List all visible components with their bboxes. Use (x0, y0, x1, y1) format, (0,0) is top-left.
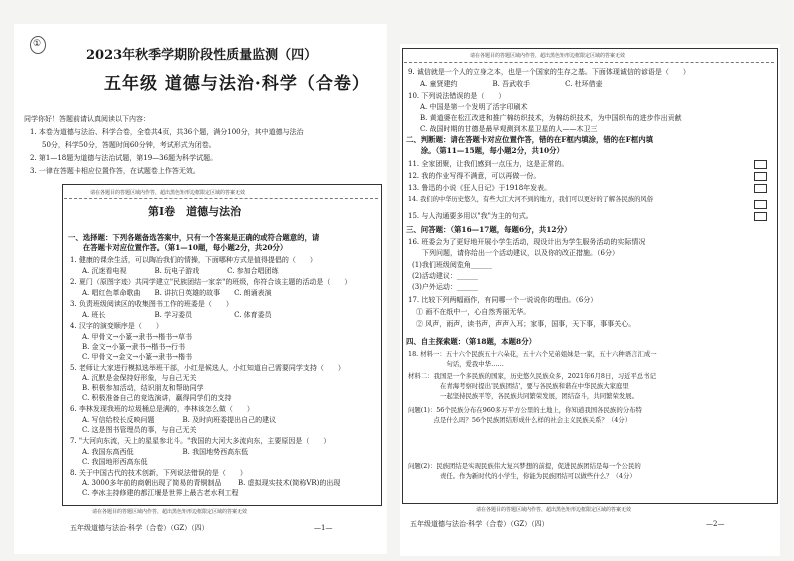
section-heading: 四、自主探索题：（第18题，本题8分） (406, 337, 536, 346)
question-line: 7. "大河向东流，天上的星星参北斗。"我国的大河大多流向东，主要原因是（ ） (70, 437, 331, 445)
question-line: 6. 李林发现我班的垃圾桶总是满的，李林该怎么做（ ） (70, 405, 254, 413)
section-heading: 在答题卡对应位置作答。（第1—10题，每小题2分，共20分） (68, 243, 288, 252)
section-heading: 涂。（第11—15题，每小题2分，共10分） (406, 146, 564, 155)
answer-box (754, 212, 767, 221)
exam-title: 2023年秋季学期阶段性质量监测（四） (86, 48, 318, 63)
footer-title: 五年级道德与法治·科学（合卷）（GZ）（四） (70, 524, 209, 532)
question-line: 下列问题，请你给出一个活动建议，以及你的改正措施。（6分） (408, 249, 619, 257)
question-line: A. 我国东高西低 B. 我国地势西高东低 (82, 448, 249, 456)
part-title: 第Ⅰ卷 道德与法治 (148, 205, 242, 218)
question-line: 16. 班委会为了更好地开展小学生活动，现设计出为学生服务活动的实际情况 (408, 238, 646, 246)
footer-title: 五年级道德与法治·科学（合卷）（GZ）（四） (410, 520, 549, 528)
question-line: 问题(1)：56个民族分布在960多万平方公里的土地上，你知道我国各民族的分布特 (408, 406, 642, 414)
question-line: A. 沉迷看电视 B. 玩电子游戏 C. 参加合唱团练 (82, 267, 279, 275)
section-heading: 一、选择题：下列各题备选答案中，只有一个答案是正确的或符合题意的，请 (68, 233, 320, 242)
question-line: A. 童贤建约 B. 吾武收手 C. 杜环借壶 (420, 80, 603, 88)
question-line: 4. 汉字的演变顺序是（ ） (70, 322, 163, 330)
question-line: 问题(2)：民族团结是实现民族伟大复兴梦想的前提，促进民族团结是每一个公民的 (408, 462, 641, 470)
question-line: 一起坚持民族平等，各民族共同繁荣发展，团结奋斗，共同繁荣发展。 (408, 392, 639, 400)
question-line: ① 画不在纸中一，心自然秀丽无华。 (416, 308, 531, 316)
question-line: 3. 负责班级阅读区的收集图书工作的班委是（ ） (70, 300, 233, 308)
question-line: C. 甲骨文→金文→小篆→隶书→楷书 (82, 353, 193, 361)
frame-banner: 请在各题目的答题区域内作答，超出黑色矩形边框限定区域的答案无效 (90, 190, 246, 196)
page-mark (30, 36, 46, 54)
question-line: 2. 夏门（原图字迹）共同学建立"民族团结一家亲"的班级，你符合该主题的活动是（ ） (70, 278, 352, 286)
notice-line: 2. 第1—18题为道德与法治试题，第19—36题为科学试题。 (30, 154, 218, 162)
question-line: (2)活动建议：______ (412, 272, 478, 280)
question-line: (3)户外运动：______ (412, 283, 478, 291)
notice-line: 同学你好！答题前请认真阅读以下内容： (24, 115, 150, 123)
question-line: B. 虚拟现实技术(简称VR)的出现 (238, 479, 341, 487)
question-line: 12. 我的作业写得不满意，可以再做一份。 (408, 172, 541, 180)
question-line: 在青海考察时提出'民族团结'，要与各民族和谐在中华民族大家庭里 (408, 382, 629, 390)
answer-box (754, 200, 767, 209)
question-line: A. 甲骨文→小篆→隶书→楷书→草书 (82, 333, 192, 341)
question-line: B. 积极参加活动，结识朋友和帮助同学 (82, 384, 204, 392)
question-line: 句话，爱我中华…… (408, 360, 504, 368)
footer-banner: 请在各题目的答题区域内作答，超出黑色矩形边框限定区域的答案无效 (92, 509, 248, 515)
question-line: C. 战国时期的甘德是最早观测到木星卫星的人——木卫三 (420, 125, 598, 133)
question-line: C. 我国地形西高东低 (82, 458, 148, 466)
question-line: 15. 与人沟通要多用以"我"为主的句式。 (408, 212, 533, 220)
answer-box (754, 160, 767, 169)
question-line: A. 唱红色革命歌曲 B. 讲抗日英雄的故事 C. 朗诵表演 (82, 289, 272, 297)
question-line: C. 这是图书管理员的事，与自己无关 (82, 426, 197, 434)
page-number: —1— (314, 524, 333, 532)
question-line: A. 中国是第一个发明了活字印刷术 (420, 103, 528, 111)
footer-banner: 请在各题目的答题区域内作答，超出黑色矩形边框限定区域的答案无效 (476, 507, 632, 513)
question-line: 18. 材料一：五十六个民族五十六朵花，五十六个兄弟姐妹是一家，五十六种语言汇成一 (408, 350, 657, 358)
notice-line: 3. 一律在答题卡相应位置作答，在试题卷上作答无效。 (30, 167, 200, 175)
question-line: A. 沉默是金保持好形象，与自己无关 (82, 374, 197, 382)
question-line: B. 黄道婆在松江改进和推广棉纺织技术，为棉纺织技术，为中国织布的进步作出贡献 (420, 114, 682, 122)
question-line: 责任。作为新时代的小学生，你能为民族团结可以做些什么？（4分） (408, 472, 636, 480)
section-heading: 三、问答题：（第16—17题，每题6分，共12分） (406, 225, 572, 234)
question-line: A. 3000多年前的商朝出现了简易的青铜制品 (82, 479, 222, 487)
question-line: 材料二：我国是一个多民族的国家，历史悠久民族众多，2021年6月8日，习近平总书记 (408, 372, 657, 380)
notice-line: 50分，科学50分，答题时间60分钟，考试形式为闭卷。 (42, 141, 216, 149)
question-line: 5. 老师让大家进行模拟选举班干部，小红是候选人，小红知道自己需要同学支持（ ） (70, 364, 345, 372)
question-line: 10. 下列说法错误的是（ ） (408, 92, 506, 100)
question-line: 8. 关于中国古代的技术创新，下列说法错误的是（ ） (70, 469, 247, 477)
question-line: 点是什么吗？56个民族团结形成什么样的社会主义民族关系？（4分） (408, 416, 632, 424)
question-line: B. 金文→小篆→隶书→楷书→行书 (82, 343, 186, 351)
question-line: C. 李冰主持修建的都江堰是世界上最古老水利工程 (82, 489, 239, 497)
answer-box (754, 184, 767, 193)
page-mark-label: ① (33, 39, 42, 49)
page-number: —2— (706, 520, 725, 528)
question-line: 14. 我们的中华历史悠久，有些大江大河不到的地方，我们可以更好的了解各民族的风俗 (408, 196, 654, 203)
question-line: 11. 全家团聚，让我们感到一点压力，这是正常的。 (408, 160, 569, 168)
question-line: ② 风声，雨声，读书声，声声入耳；家事，国事，天下事，事事关心。 (416, 320, 636, 328)
question-line: C. 积极准备自己的竞选演讲，赢得同学们的支持 (82, 394, 232, 402)
frame-banner: 请在各题目的答题区域内作答，超出黑色矩形边框限定区域的答案无效 (470, 53, 626, 59)
answer-box (754, 172, 767, 181)
question-line: 9. 诚信就是一个人的立身之本，也是一个国家的生存之基。下面体现诚信的谚语是（ ） (408, 68, 690, 76)
question-line: 1. 健康的课余生活，可以陶冶我们的情操，下面哪种方式是值得提倡的（ ） (70, 256, 317, 264)
exam-subtitle: 五年级 道德与法治·科学（合卷） (104, 74, 370, 94)
question-line: 13. 鲁迅的小说《狂人日记》于1918年发表。 (408, 184, 552, 192)
section-heading: 二、判断题：请在答题卡对应位置作答，错的在F框内填涂，错的在F框内填 (406, 135, 653, 144)
question-line: A. 班长 B. 学习委员 C. 体育委员 (82, 311, 272, 319)
question-line: 17. 比较下列两幅画作，有同哪一个一说说你的理由。（6分） (408, 296, 598, 304)
notice-line: 1. 本卷为道德与法治、科学合卷，全卷共4页，共36个题，满分100分，其中道德与法治 (30, 128, 304, 136)
question-line: A. 写信给校长反映问题 B. 及时向班委提出自己的建议 (82, 416, 277, 424)
question-line: (1)我们班级阅览角______ (412, 261, 492, 269)
